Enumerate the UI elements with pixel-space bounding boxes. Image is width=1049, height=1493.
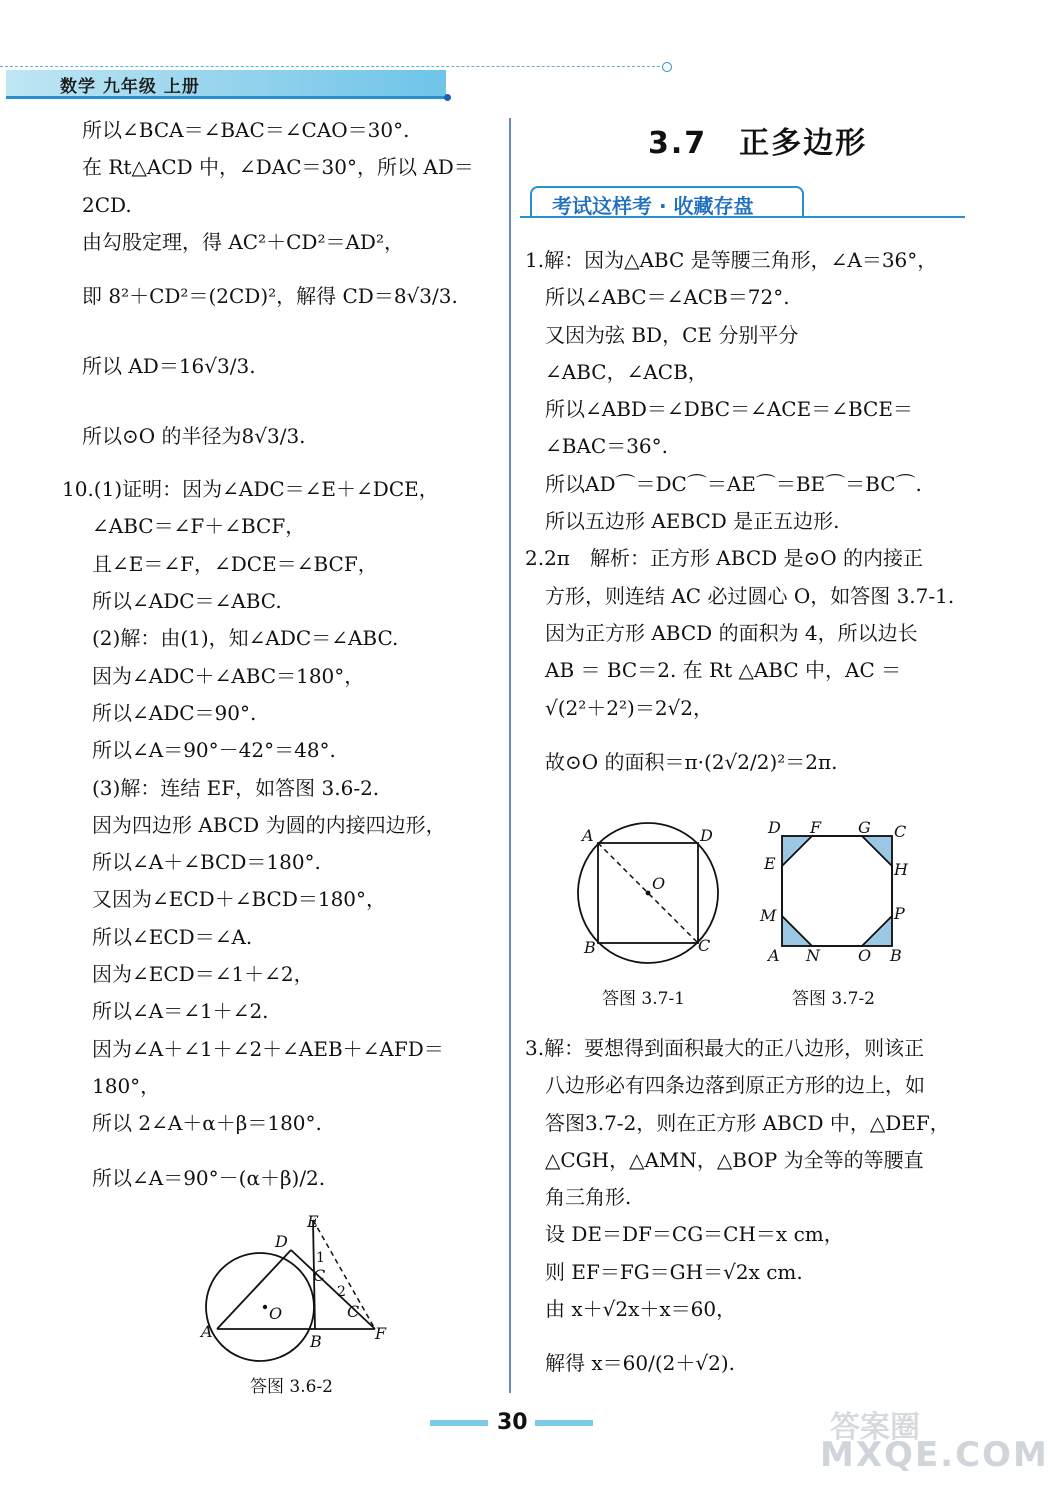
left-text-line: 所以∠ECD＝∠A. xyxy=(92,924,253,949)
left-text-line: (2)解：由(1)，知∠ADC＝∠ABC. xyxy=(92,626,399,651)
watermark-text: MXQE.COM xyxy=(820,1435,1049,1475)
label-D: D xyxy=(700,826,713,845)
left-text-line: 所以∠ADC＝90°. xyxy=(92,700,257,725)
label-B: B xyxy=(584,938,596,957)
footer-bar-right xyxy=(535,1420,593,1426)
right-text-line: 所以AD⌒＝DC⌒＝AE⌒＝BE⌒＝BC⌒. xyxy=(545,471,922,496)
left-text-line: (3)解：连结 EF，如答图 3.6-2. xyxy=(92,775,380,800)
right-text-line: 1.解：因为△ABC 是等腰三角形，∠A＝36°， xyxy=(525,248,938,272)
label-P: P xyxy=(894,904,905,923)
label-C: C xyxy=(894,822,907,841)
figure-3-6-2 xyxy=(195,1212,395,1372)
label-2: 2 xyxy=(337,1284,346,1300)
right-text-line: ∠ABC，∠ACB， xyxy=(545,359,708,384)
left-text-line: 所以∠A＝∠1＋∠2. xyxy=(92,999,269,1024)
label-M: M xyxy=(760,906,777,925)
left-text-line: 所以 2∠A＋α＋β＝180°. xyxy=(92,1111,322,1136)
right-text-line: 答图3.7-2，则在正方形 ABCD 中，△DEF， xyxy=(545,1110,950,1135)
figure-3-7-2-caption: 答图 3.7-2 xyxy=(792,989,875,1009)
section-title: 3.7 正多边形 xyxy=(648,126,868,161)
page-header xyxy=(0,58,1000,108)
header-dot-small xyxy=(444,94,451,101)
left-text-line: 在 Rt△ACD 中，∠DAC＝30°，所以 AD＝ xyxy=(82,155,474,180)
label-1: 1 xyxy=(316,1250,325,1266)
left-text-line: 又因为∠ECD＋∠BCD＝180°， xyxy=(92,887,387,912)
left-text-line: 2CD. xyxy=(82,192,132,217)
right-column-part2 xyxy=(525,1030,970,1398)
section-tag-underline xyxy=(520,216,965,218)
label-C: C xyxy=(698,936,711,955)
right-text-line: 又因为弦 BD，CE 分别平分 xyxy=(545,322,799,347)
label-H: H xyxy=(894,860,908,879)
left-text-line: 所以∠ADC＝∠ABC. xyxy=(92,589,282,614)
label-O: O xyxy=(858,946,872,965)
left-text-line: 10.(1)证明：因为∠ADC＝∠E＋∠DCE， xyxy=(62,477,439,502)
header-dot xyxy=(662,62,672,72)
figure-3-7-1-caption: 答图 3.7-1 xyxy=(602,989,685,1009)
header-dashed-line xyxy=(0,66,665,67)
left-text-line: 所以∠A＋∠BCD＝180°. xyxy=(92,850,321,875)
left-text-line: 因为∠ECD＝∠1＋∠2， xyxy=(92,962,314,987)
left-text-line: 由勾股定理，得 AC²＋CD²＝AD²， xyxy=(82,229,404,254)
right-text-line: 由 x＋√2x＋x＝60， xyxy=(545,1297,737,1322)
label-O: O xyxy=(652,874,666,893)
left-text-line: 因为∠A＋∠1＋∠2＋∠AEB＋∠AFD＝ xyxy=(92,1036,444,1061)
left-text-line: 所以∠BCA＝∠BAC＝∠CAO＝30°. xyxy=(82,118,410,142)
label-C1: C xyxy=(313,1266,326,1285)
label-A: A xyxy=(768,946,780,965)
label-F: F xyxy=(375,1324,387,1343)
left-text-line: 且∠E＝∠F，∠DCE＝∠BCF， xyxy=(92,551,378,576)
figure-3-7-2 xyxy=(760,818,910,968)
header-title: 数学 九年级 上册 xyxy=(60,77,200,97)
page-number: 30 xyxy=(497,1410,528,1435)
right-text-line: 角三角形. xyxy=(545,1185,632,1210)
right-text-line: 3.解：要想得到面积最大的正八边形，则该正 xyxy=(525,1036,925,1060)
label-E: E xyxy=(764,854,776,873)
right-text-line: △CGH，△AMN，△BOP 为全等的等腰直 xyxy=(545,1147,924,1172)
right-column-part1 xyxy=(525,242,970,797)
footer-bar-left xyxy=(430,1420,488,1426)
right-text-line: 所以∠ABC＝∠ACB＝72°. xyxy=(545,285,790,310)
label-A: A xyxy=(582,826,594,845)
right-text-line: 所以五边形 AEBCD 是正五边形. xyxy=(545,509,840,534)
figure-3-6-2-caption: 答图 3.6-2 xyxy=(250,1377,333,1397)
left-text-line: 所以⊙O 的半径为8√3/3. xyxy=(82,424,306,449)
label-D: D xyxy=(275,1232,288,1251)
label-F: F xyxy=(810,818,822,837)
right-text-line: √(2²＋2²)＝2√2， xyxy=(545,695,714,720)
right-text-line: 则 EF＝FG＝GH＝√2x cm. xyxy=(545,1259,803,1284)
label-D: D xyxy=(768,818,781,837)
left-text-line: 因为四边形 ABCD 为圆的内接四边形， xyxy=(92,812,446,837)
right-text-line: 设 DE＝DF＝CG＝CH＝x cm， xyxy=(545,1222,844,1247)
column-divider xyxy=(509,118,511,1393)
left-text-line: 所以∠A＝90°－42°＝48°. xyxy=(92,738,336,763)
label-A: A xyxy=(201,1322,213,1341)
right-text-line: 故⊙O 的面积＝π·(2√2/2)²＝2π. xyxy=(545,749,838,774)
label-B: B xyxy=(310,1332,322,1351)
left-text-line: 因为∠ADC＋∠ABC＝180°， xyxy=(92,663,365,688)
right-text-line: 因为正方形 ABCD 的面积为 4，所以边长 xyxy=(545,620,918,645)
right-text-line: 八边形必有四条边落到原正方形的边上，如 xyxy=(545,1073,925,1098)
right-text-line: 解得 x＝60/(2＋√2). xyxy=(545,1351,735,1376)
label-O: O xyxy=(269,1304,283,1323)
right-text-line: 2.2π 解析：正方形 ABCD 是⊙O 的内接正 xyxy=(525,546,924,571)
watermark-logo: 答案圈 xyxy=(830,1410,920,1445)
right-text-line: AB ＝ BC＝2. 在 Rt △ABC 中，AC ＝ xyxy=(545,658,902,683)
right-text-line: 方形，则连结 AC 必过圆心 O，如答图 3.7-1. xyxy=(545,583,955,608)
right-text-line: ∠BAC＝36°. xyxy=(545,434,669,459)
section-tag: 考试这样考 · 收藏存盘 xyxy=(552,194,754,218)
label-E: E xyxy=(307,1212,319,1231)
label-C2: C xyxy=(347,1302,360,1321)
left-text-line: 即 8²＋CD²＝(2CD)²，解得 CD＝8√3/3. xyxy=(82,284,458,309)
left-text-line: ∠ABC＝∠F＋∠BCF， xyxy=(92,514,306,539)
left-text-line: 180°， xyxy=(92,1073,161,1098)
label-G: G xyxy=(858,818,871,837)
figure-3-7-1 xyxy=(570,818,730,968)
right-text-line: 所以∠ABD＝∠DBC＝∠ACE＝∠BCE＝ xyxy=(545,397,913,422)
left-text-line: 所以∠A＝90°－(α＋β)/2. xyxy=(92,1165,326,1190)
label-B: B xyxy=(890,946,902,965)
left-text-line: 所以 AD＝16√3/3. xyxy=(82,354,256,379)
left-column xyxy=(62,112,502,1213)
label-N: N xyxy=(806,946,820,965)
